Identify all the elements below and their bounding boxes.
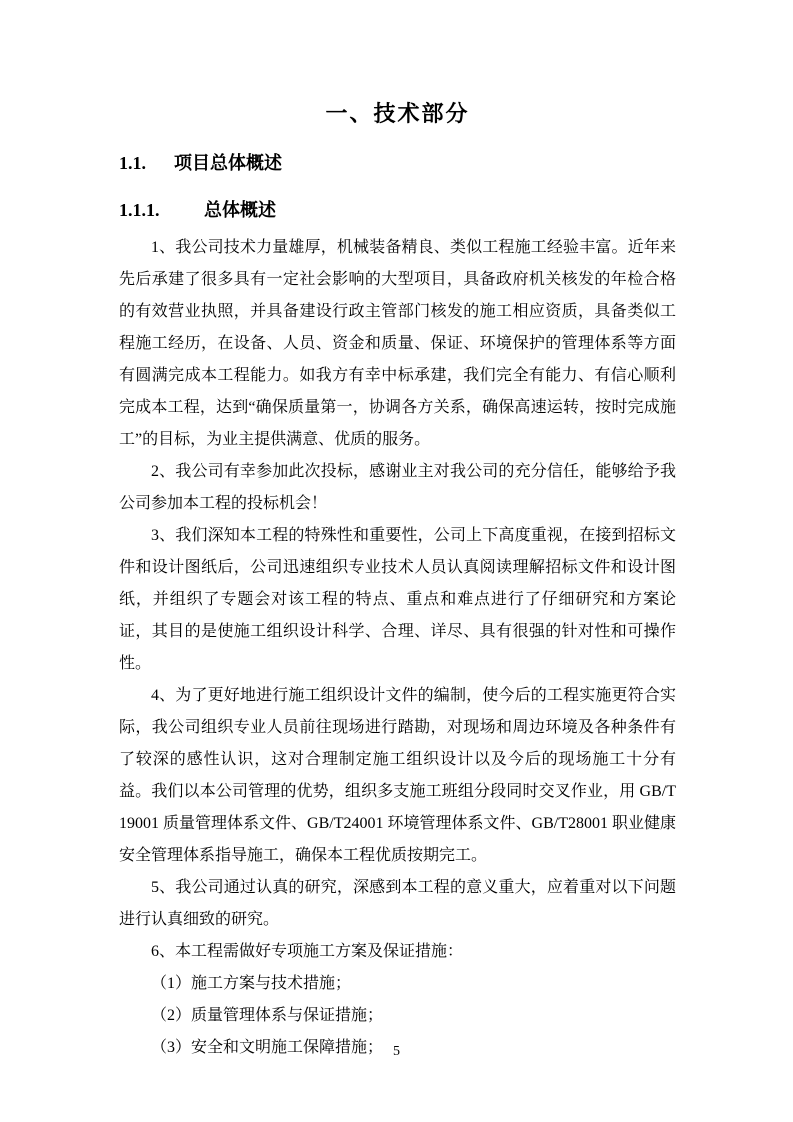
subsection-heading-number: 1.1.1. bbox=[119, 200, 160, 220]
document-title: 一、技术部分 bbox=[325, 101, 470, 126]
paragraph: 1、我公司技术力量雄厚，机械装备精良、类似工程施工经验丰富。近年来先后承建了很多具有一定社会影响的大型项目，具备政府机关核发的年检合格的有效营业执照，并具备建设行政主管部门核发的施工相应资质，具备类似工程施工经历，在设备、人员、资金和质量、保证、环境保护的管理体系等方面有圆满完成本工程能力。如我方有幸中标承建，我们完全有能力、有信心顺利完成本工程，达到“确保质量第一，协调各方关系，确保高速运转，按时完成施工”的目标，为业主提供满意、优质的服务。 bbox=[119, 239, 676, 448]
paragraph: 5、我公司通过认真的研究，深感到本工程的意义重大，应着重对以下问题进行认真细致的研究。 bbox=[119, 879, 676, 928]
paragraph: 2、我公司有幸参加此次投标，感谢业主对我公司的充分信任，能够给予我公司参加本工程的投标机会！ bbox=[119, 463, 676, 512]
section-heading bbox=[119, 152, 676, 174]
body-text bbox=[119, 232, 676, 1064]
page-content bbox=[119, 100, 676, 1064]
paragraph: 3、我们深知本工程的特殊性和重要性，公司上下高度重视，在接到招标文件和设计图纸后，公司迅速组织专业技术人员认真阅读理解招标文件和设计图纸，并组织了专题会对该工程的特点、重点和难点进行了仔细研究和方案论证，其目的是使施工组织设计科学、合理、详尽、具有很强的针对性和可操作性。 bbox=[119, 527, 676, 672]
subsection-heading bbox=[119, 199, 676, 221]
subsection-heading-label: 总体概述 bbox=[204, 200, 276, 220]
section-heading-label: 项目总体概述 bbox=[174, 153, 282, 173]
page-number: 5 bbox=[393, 1044, 400, 1059]
paragraph: （2）质量管理体系与保证措施； bbox=[151, 1007, 384, 1024]
paragraph: （3）安全和文明施工保障措施； bbox=[151, 1039, 384, 1056]
paragraph: （1）施工方案与技术措施； bbox=[151, 975, 352, 992]
paragraph: 4、为了更好地进行施工组织设计文件的编制，使今后的工程实施更符合实际，我公司组织专业人员前往现场进行踏勘，对现场和周边环境及各种条件有了较深的感性认识，这对合理制定施工组织设计以及今后的现场施工十分有益。我们以本公司管理的优势，组织多支施工班组分段同时交叉作业，用 GB/T19001 质量管理体系文件、GB/T24001 环境管理体系文件、GB/T28001 职业健康安全管理体系指导施工，确保本工程优质按期完工。 bbox=[119, 687, 676, 864]
section-heading-number: 1.1. bbox=[119, 153, 146, 173]
paragraph: 6、本工程需做好专项施工方案及保证措施： bbox=[151, 943, 464, 960]
